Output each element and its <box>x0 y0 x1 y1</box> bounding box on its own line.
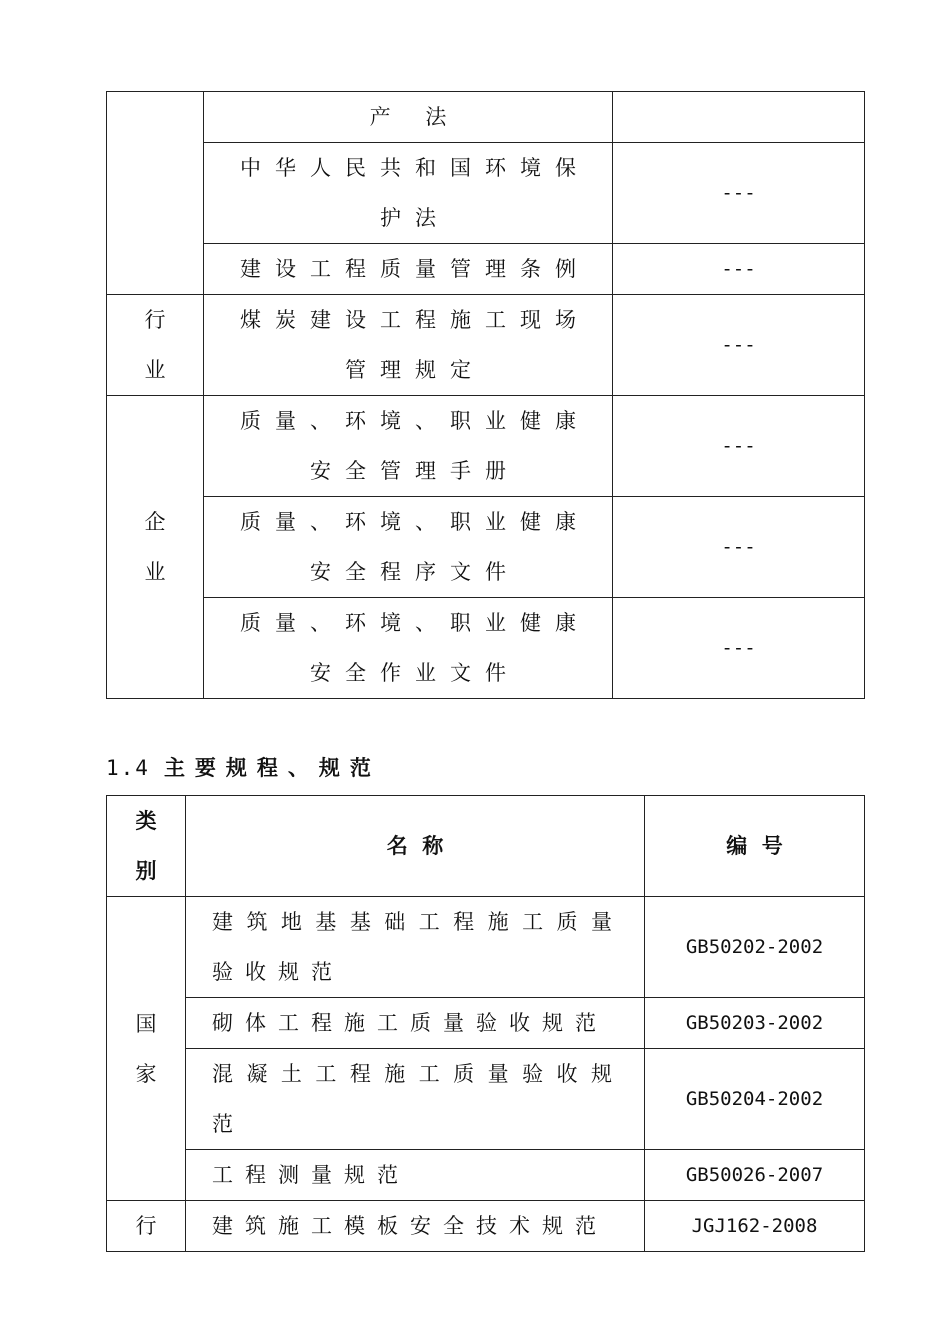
category-cell-blank <box>107 92 204 295</box>
table-row <box>107 244 865 295</box>
table-row <box>107 998 865 1049</box>
standard-name: 混凝土工程施工质量验收规范 <box>186 1049 645 1150</box>
standard-name: 砌体工程施工质量验收规范 <box>186 998 645 1049</box>
regulation-name: 质量、环境、职业健康安全管理手册 <box>204 396 613 497</box>
header-code: 编 号 <box>645 796 865 897</box>
regulation-code: --- <box>613 396 865 497</box>
regulation-name: 产 法 <box>204 92 613 143</box>
regulation-name: 质量、环境、职业健康安全程序文件 <box>204 497 613 598</box>
category-cell <box>107 396 204 699</box>
regulation-code: --- <box>613 295 865 396</box>
regulation-code: --- <box>613 143 865 244</box>
header-name: 名 称 <box>186 796 645 897</box>
category-cell <box>107 897 186 1201</box>
standard-code: GB50026-2007 <box>645 1150 865 1201</box>
regulation-code: --- <box>613 497 865 598</box>
regulation-name: 建设工程质量管理条例 <box>204 244 613 295</box>
standard-name: 建筑施工模板安全技术规范 <box>186 1201 645 1252</box>
regulation-code <box>613 92 865 143</box>
table-row <box>107 897 865 998</box>
header-category: 类别 <box>107 796 186 897</box>
section-number: 1.4 <box>106 756 150 780</box>
category-label: 国家 <box>135 1011 157 1086</box>
standard-name: 工程测量规范 <box>186 1150 645 1201</box>
standard-name: 建筑地基基础工程施工质量验收规范 <box>186 897 645 998</box>
regulation-code: --- <box>613 244 865 295</box>
category-cell <box>107 295 204 396</box>
standard-code: JGJ162-2008 <box>645 1201 865 1252</box>
table-row <box>107 497 865 598</box>
standard-code: GB50203-2002 <box>645 998 865 1049</box>
regulation-name: 煤炭建设工程施工现场管理规定 <box>204 295 613 396</box>
category-label: 行 <box>135 1214 157 1238</box>
table-row <box>107 295 865 396</box>
table-row <box>107 598 865 699</box>
standard-code: GB50202-2002 <box>645 897 865 998</box>
section-title: 主要规程、规范 <box>163 755 381 780</box>
table-row <box>107 396 865 497</box>
standard-code: GB50204-2002 <box>645 1049 865 1150</box>
table-header-row <box>107 796 865 897</box>
regulation-code: --- <box>613 598 865 699</box>
standards-table <box>106 795 865 1252</box>
table-row <box>107 1150 865 1201</box>
table-row <box>107 1049 865 1150</box>
category-label: 行业 <box>144 308 166 382</box>
table-row <box>107 1201 865 1252</box>
regulation-name: 质量、环境、职业健康安全作业文件 <box>204 598 613 699</box>
table-row <box>107 143 865 244</box>
regulations-table <box>106 91 865 699</box>
table-row <box>107 92 865 143</box>
section-heading <box>106 752 381 782</box>
category-label: 企业 <box>144 510 166 584</box>
category-cell <box>107 1201 186 1252</box>
regulation-name: 中华人民共和国环境保护法 <box>204 143 613 244</box>
